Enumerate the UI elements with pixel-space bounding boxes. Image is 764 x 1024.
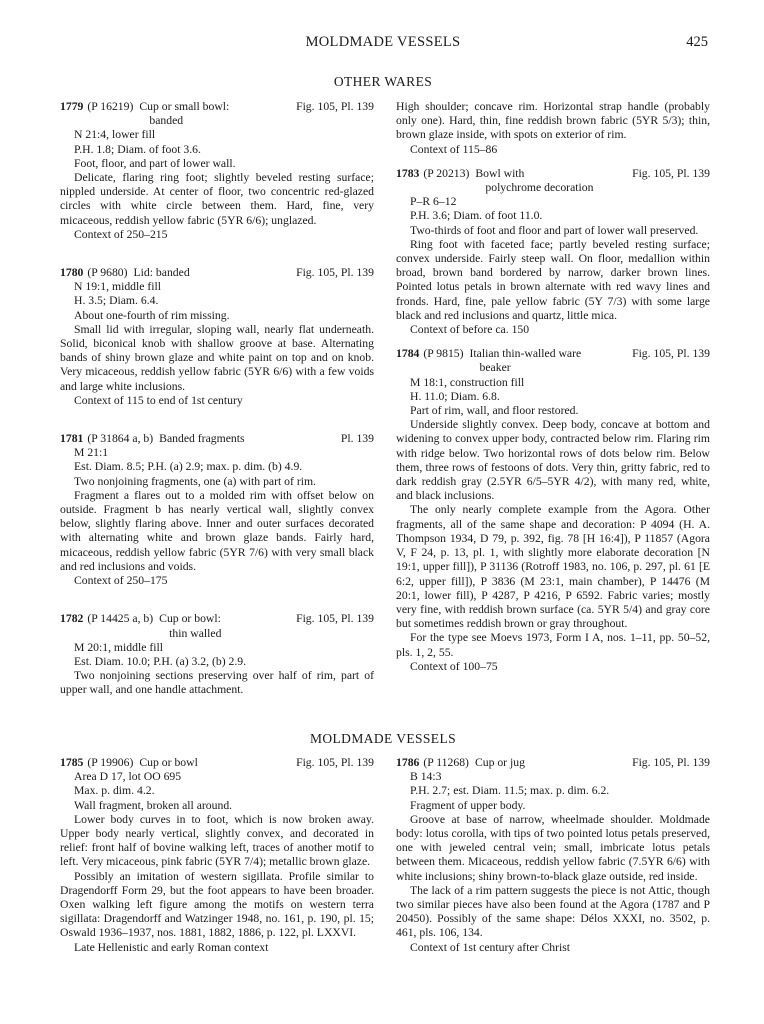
entry-title: Cup or bowl: thin walled	[159, 612, 222, 640]
figure-plate-ref: Fig. 105, Pl. 139	[632, 166, 710, 180]
description: Foot, floor, and part of lower wall.	[74, 156, 236, 170]
running-head	[58, 34, 708, 54]
entry-title: Lid: banded	[133, 266, 190, 280]
dimensions: P.H. 2.7; est. Diam. 11.5; max. p. dim. 6.2.	[410, 784, 610, 798]
left-column-lower	[60, 756, 374, 955]
figure-plate-ref: Fig. 105, Pl. 139	[296, 100, 374, 113]
comparanda: The lack of a rim pattern suggests the piece is not Attic, though two similar pieces have also been found at the Agora (1787 and P 20450). Possibly of the same shape: Délos XXXI, no. 3502, p. 461, pls. 106, 134.	[396, 883, 710, 940]
catalog-number: 1780	[60, 266, 84, 280]
catalog-entry-1782-continued	[396, 100, 710, 157]
inventory-number: (P 9680)	[87, 266, 128, 280]
catalog-entry-1786	[396, 756, 710, 955]
catalog-number: 1786	[396, 756, 420, 769]
findspot: N 19:1, middle fill	[74, 280, 161, 294]
description: Small lid with irregular, sloping wall, nearly flat underneath. Solid, biconical knob with shallow groove at base. Alternating bands of shiny brown glaze and white paint on top and on knob. Very micaceous, reddish yellow fabric (5YR 6/6) with a few voids and large white inclusions.	[60, 322, 374, 393]
description: Fragment of upper body.	[410, 798, 526, 812]
inventory-number: (P 20213)	[423, 166, 470, 180]
figure-plate-ref: Fig. 105, Pl. 139	[296, 612, 374, 626]
entry-heading	[60, 612, 374, 640]
right-column-upper	[396, 100, 710, 674]
dimensions: Est. Diam. 8.5; P.H. (a) 2.9; max. p. dim. (b) 4.9.	[74, 460, 303, 474]
description: Underside slightly convex. Deep body, concave at bottom and widening to convex upper body, contracted below rim. Flaring rim with ridge below. Two horizontal rows of dots below rim. Below them, three rows of festoons of dots. Very thin, gritty fabric, red to dark reddish gray (2.5YR 6/5–5YR 4/2), with many red, white, and black inclusions.	[396, 418, 710, 503]
dimensions: Max. p. dim. 4.2.	[74, 784, 155, 798]
figure-plate-ref: Fig. 105, Pl. 139	[632, 756, 710, 769]
catalog-entry-1780	[60, 266, 374, 408]
findspot: P–R 6–12	[410, 195, 457, 209]
catalog-entry-1779	[60, 100, 374, 242]
description: Ring foot with faceted face; partly beveled resting surface; convex underside. Fairly steep wall. On floor, medallion within broad, brown band bordered by narrow, darker brown lines. Pointed lotus petals in brown alternate with red wavy lines and fronds. Hard, fine, pale yellow fabric (5Y 7/3) with some large black and red inclusions and quartz, little mica.	[396, 237, 710, 322]
bibliography: For the type see Moevs 1973, Form I A, nos. 1–11, pp. 50–52, pls. 1, 2, 55.	[396, 631, 710, 659]
description: Two-thirds of foot and floor and part of lower wall preserved.	[410, 223, 699, 237]
context: Context of 250–175	[74, 574, 168, 588]
catalog-number: 1785	[60, 756, 84, 769]
findspot: B 14:3	[410, 770, 442, 784]
entry-heading	[60, 100, 374, 128]
figure-plate-ref: Fig. 105, Pl. 139	[296, 756, 374, 769]
dimensions: Est. Diam. 10.0; P.H. (a) 3.2, (b) 2.9.	[74, 654, 247, 668]
findspot: Area D 17, lot OO 695	[74, 770, 182, 784]
inventory-number: (P 11268)	[423, 756, 469, 769]
description: Delicate, flaring ring foot; slightly beveled resting surface; nippled underside. At center of floor, two concentric red-glazed circles with white circle between them. Hard, fine, very micaceous, reddish yellow fabric (5YR 6/6); unglazed.	[60, 171, 374, 227]
entry-heading	[396, 167, 710, 195]
entry-heading	[60, 266, 374, 280]
comparanda: The only nearly complete example from the Agora. Other fragments, all of the same shape and decoration: P 4094 (H. A. Thompson 1934, D 79, p. 392, fig. 78 [H 16:4]), P 11857 (Agora V, F 24, p. 13, pl. 1, with slightly more elaborate decoration [N 19:1, upper fill]), P 31136 (Rotroff 1983, no. 106, p. 297, pl. 61 [E 6:2, upper fill]), P 3836 (M 23:1, main chamber), P 14476 (M 20:1, lower fill), P 4287, P 4216, P 6592. Fabric varies; mostly very fine, with reddish brown surface (ca. 5YR 5/4) and gray core but sometimes reddish brown or gray throughout.	[396, 503, 710, 631]
catalog-number: 1783	[396, 166, 420, 180]
entry-heading	[60, 756, 374, 770]
description: Fragment a flares out to a molded rim with offset below on outside. Fragment b has nearly vertical wall, slightly convex below, slightly flaring above. Inner and outer surfaces decorated with alternating white and brown glaze bands. Fairly hard, micaceous, reddish yellow fabric (5YR 7/6) with very small black and red inclusions and voids.	[60, 488, 374, 573]
figure-plate-ref: Fig. 105, Pl. 139	[296, 266, 374, 280]
figure-plate-ref: Fig. 105, Pl. 139	[632, 347, 710, 361]
entry-title: Cup or bowl	[139, 756, 198, 769]
left-column-upper	[60, 100, 374, 698]
description: Two nonjoining fragments, one (a) with part of rim.	[74, 474, 316, 488]
section-heading-other-wares: OTHER WARES	[333, 74, 433, 89]
context: Context of before ca. 150	[410, 323, 530, 337]
entry-title: Cup or jug	[474, 756, 525, 769]
inventory-number: (P 9815)	[423, 347, 464, 361]
entry-heading	[396, 347, 710, 375]
description: Groove at base of narrow, wheelmade shoulder. Moldmade body: lotus corolla, with tips of two pointed lotus petals preserved, one with jeweled central vein; small, imbricate lotus petals between them. Micaceous, reddish yellow fabric (7.5YR 6/6) with white inclusions; shiny brown-to-black glaze outside, red inside.	[396, 812, 710, 883]
section-heading-moldmade-vessels: MOLDMADE VESSELS	[309, 731, 457, 746]
catalog-number: 1779	[60, 100, 84, 113]
figure-plate-ref: Pl. 139	[340, 432, 374, 446]
findspot: M 21:1	[74, 446, 109, 460]
catalog-entry-1782	[60, 612, 374, 697]
dimensions: H. 11.0; Diam. 6.8.	[410, 389, 500, 403]
dimensions: H. 3.5; Diam. 6.4.	[74, 294, 159, 308]
description: Part of rim, wall, and floor restored.	[410, 404, 579, 418]
right-column-lower	[396, 756, 710, 955]
entry-title: Bowl with polychrome decoration	[475, 166, 594, 195]
catalog-entry-1783	[396, 167, 710, 337]
entry-heading	[396, 756, 710, 770]
entry-title: Banded fragments	[159, 432, 245, 446]
entry-heading	[60, 432, 374, 446]
catalog-number: 1782	[60, 612, 84, 626]
description: Lower body curves in to foot, which is now broken away. Upper body nearly vertical, slightly convex, and decorated in relief: front half of bovine walking left, traces of another motif to left. Very micaceous, pink fabric (5YR 7/4); metallic brown glaze.	[60, 812, 374, 869]
catalog-number: 1781	[60, 432, 84, 446]
context: Context of 100–75	[410, 659, 498, 673]
inventory-number: (P 16219)	[87, 100, 134, 113]
description: Two nonjoining sections preserving over half of rim, part of upper wall, and one handle attachment.	[60, 669, 374, 697]
inventory-number: (P 14425 a, b)	[87, 612, 154, 626]
entry-title: Italian thin-walled ware beaker	[469, 347, 582, 375]
context: Context of 250–215	[74, 227, 168, 241]
context: Context of 1st century after Christ	[410, 940, 571, 954]
findspot: N 21:4, lower fill	[74, 128, 156, 142]
inventory-number: (P 31864 a, b)	[87, 432, 154, 446]
findspot: M 18:1, construction fill	[410, 375, 525, 389]
context: Context of 115–86	[410, 142, 498, 156]
inventory-number: (P 19906)	[87, 756, 134, 769]
context: Late Hellenistic and early Roman context	[74, 940, 269, 954]
comparanda: Possibly an imitation of western sigillata. Profile similar to Dragendorff Form 29, but the foot appears to have been broader. Oxen walking left figure among the motifs on western terra sigillata: Dragendorff and Watzinger 1948, no. 161, p. 190, pl. 15; Oswald 1936–1937, nos. 1881, 1882, 1886, p. 122, pl. LXXVI.	[60, 869, 374, 940]
context: Context of 115 to end of 1st century	[74, 393, 243, 407]
catalog-number: 1784	[396, 347, 420, 361]
dimensions: P.H. 3.6; Diam. of foot 11.0.	[410, 209, 543, 223]
catalog-entry-1784	[396, 347, 710, 674]
dimensions: P.H. 1.8; Diam. of foot 3.6.	[74, 142, 201, 156]
description: Wall fragment, broken all around.	[74, 798, 233, 812]
entry-title: Cup or small bowl: banded	[139, 100, 230, 128]
description: About one-fourth of rim missing.	[74, 308, 230, 322]
running-title: MOLDMADE VESSELS	[305, 34, 461, 50]
findspot: M 20:1, middle fill	[74, 640, 163, 654]
page-number: 425	[686, 34, 708, 50]
catalog-entry-1781	[60, 432, 374, 588]
catalog-entry-1785	[60, 756, 374, 955]
description: High shoulder; concave rim. Horizontal strap handle (probably only one). Hard, thin, fine reddish brown fabric (5YR 5/3); thin, brown glaze inside, with spots on exterior of rim.	[396, 100, 710, 142]
